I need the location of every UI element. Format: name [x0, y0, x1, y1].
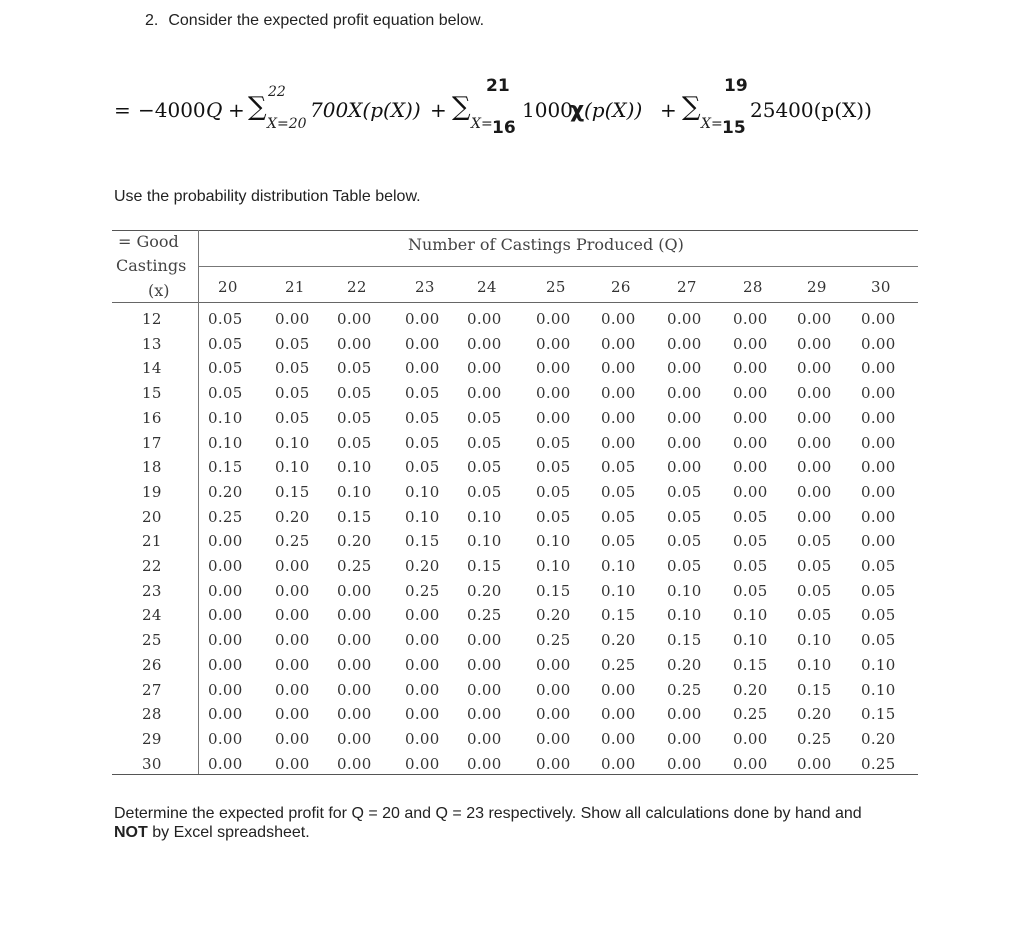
prob-cell: 0.00 [797, 482, 832, 501]
prob-cell: 0.10 [797, 655, 832, 674]
prob-cell: 0.00 [797, 310, 832, 328]
prob-cell: 0.20 [601, 631, 636, 650]
prob-cell: 0.25 [337, 557, 372, 575]
row-label-x-25: 25 [142, 631, 162, 650]
prob-cell: 0.00 [797, 408, 832, 427]
prob-cell: 0.20 [536, 606, 571, 625]
prob-cell: 0.25 [405, 581, 440, 600]
column-header-q-29: 29 [807, 278, 827, 296]
prob-cell: 0.05 [208, 384, 243, 403]
prob-cell: 0.00 [467, 729, 502, 748]
prob-cell: 0.00 [275, 606, 310, 625]
prob-cell: 0.00 [275, 729, 310, 748]
prob-cell: 0.05 [536, 507, 571, 526]
sum2-body-coefficient: 1000 [522, 98, 573, 122]
task-emphasis: NOT [114, 824, 148, 841]
prob-cell: 0.10 [667, 606, 702, 625]
prob-cell: 0.00 [601, 433, 636, 452]
prob-cell: 0.00 [208, 705, 243, 724]
equation-term1-coefficient: −4000 [138, 98, 206, 122]
prob-cell: 0.00 [536, 310, 571, 328]
prob-cell: 0.00 [861, 359, 896, 378]
prob-cell: 0.05 [797, 557, 832, 575]
prob-cell: 0.00 [797, 458, 832, 477]
prob-cell: 0.00 [733, 458, 768, 477]
sum3-body: 25400(p(X)) [750, 98, 872, 122]
prob-cell: 0.15 [405, 532, 440, 551]
prob-cell: 0.05 [405, 408, 440, 427]
equation-plus-3: + [660, 98, 677, 122]
prob-cell: 0.00 [405, 705, 440, 724]
prob-cell: 0.10 [275, 433, 310, 452]
prob-cell: 0.00 [536, 705, 571, 724]
prob-cell: 0.25 [733, 705, 768, 724]
prob-cell: 0.00 [667, 384, 702, 403]
column-header-q-20: 20 [218, 278, 238, 296]
prob-cell: 0.05 [208, 334, 243, 353]
question-number: 2. [145, 12, 159, 29]
prob-cell: 0.00 [733, 433, 768, 452]
prob-cell: 0.05 [275, 334, 310, 353]
prob-cell: 0.20 [208, 482, 243, 501]
prob-cell: 0.05 [601, 482, 636, 501]
equation-term1-variable: Q [206, 98, 223, 122]
prob-cell: 0.00 [536, 384, 571, 403]
row-label-x-29: 29 [142, 729, 162, 748]
prob-cell: 0.15 [275, 482, 310, 501]
column-header-q-21: 21 [285, 278, 305, 296]
prob-cell: 0.10 [208, 433, 243, 452]
row-label-x-19: 19 [142, 482, 162, 501]
table-top-rule [112, 230, 918, 231]
prob-cell: 0.00 [467, 310, 502, 328]
prob-cell: 0.15 [861, 705, 896, 724]
prob-cell: 0.00 [601, 729, 636, 748]
prob-cell: 0.00 [797, 433, 832, 452]
prob-cell: 0.00 [536, 680, 571, 699]
prob-cell: 0.05 [405, 384, 440, 403]
prob-cell: 0.05 [208, 359, 243, 378]
prob-cell: 0.20 [861, 729, 896, 748]
row-label-x-26: 26 [142, 655, 162, 674]
table-group-rule [198, 266, 918, 267]
prob-cell: 0.00 [405, 606, 440, 625]
row-label-x-22: 22 [142, 557, 162, 575]
prob-cell: 0.15 [467, 557, 502, 575]
prob-cell: 0.00 [536, 408, 571, 427]
prob-cell: 0.20 [275, 507, 310, 526]
prob-cell: 0.00 [667, 729, 702, 748]
prob-cell: 0.00 [601, 754, 636, 773]
prob-cell: 0.00 [733, 408, 768, 427]
task-line-1: Determine the expected profit for Q = 20 and Q = 23 respectively. Show all calculations done by hand and [114, 805, 862, 822]
prob-cell: 0.00 [467, 754, 502, 773]
prob-cell: 0.05 [733, 507, 768, 526]
column-group-header: Number of Castings Produced (Q) [408, 235, 684, 254]
sum2-body: (p(X)) [584, 98, 643, 122]
prob-cell: 0.00 [536, 729, 571, 748]
prob-cell: 0.05 [337, 433, 372, 452]
prob-cell: 0.10 [861, 680, 896, 699]
prob-cell: 0.00 [275, 680, 310, 699]
prob-cell: 0.00 [861, 458, 896, 477]
prob-cell: 0.05 [797, 581, 832, 600]
row-label-x-21: 21 [142, 532, 162, 551]
prob-cell: 0.00 [405, 655, 440, 674]
column-header-q-26: 26 [611, 278, 631, 296]
prob-cell: 0.00 [667, 458, 702, 477]
prob-cell: 0.10 [601, 557, 636, 575]
prob-cell: 0.15 [208, 458, 243, 477]
table-bottom-rule [112, 774, 918, 775]
prob-cell: 0.10 [337, 482, 372, 501]
prob-cell: 0.05 [467, 408, 502, 427]
prob-cell: 0.25 [467, 606, 502, 625]
prob-cell: 0.05 [536, 482, 571, 501]
prob-cell: 0.00 [405, 680, 440, 699]
prob-cell: 0.00 [667, 433, 702, 452]
prob-cell: 0.00 [861, 408, 896, 427]
prob-cell: 0.10 [467, 532, 502, 551]
row-header-line-2: Castings [116, 256, 187, 275]
prob-cell: 0.00 [208, 631, 243, 650]
row-header-line-1: = Good [118, 232, 179, 251]
prob-cell: 0.00 [667, 334, 702, 353]
prob-cell: 0.05 [467, 458, 502, 477]
prob-cell: 0.00 [861, 384, 896, 403]
prob-cell: 0.15 [601, 606, 636, 625]
prob-cell: 0.25 [667, 680, 702, 699]
prob-cell: 0.05 [667, 482, 702, 501]
table-header-rule [112, 302, 918, 303]
prob-cell: 0.00 [536, 754, 571, 773]
row-label-x-15: 15 [142, 384, 162, 403]
prob-cell: 0.00 [467, 359, 502, 378]
prob-cell: 0.20 [467, 581, 502, 600]
prob-cell: 0.20 [405, 557, 440, 575]
prob-cell: 0.00 [337, 705, 372, 724]
prob-cell: 0.05 [337, 384, 372, 403]
row-label-x-24: 24 [142, 606, 162, 625]
prob-cell: 0.05 [667, 507, 702, 526]
prob-cell: 0.20 [733, 680, 768, 699]
sum1-body: 700X(p(X)) [310, 98, 421, 122]
prob-cell: 0.10 [337, 458, 372, 477]
prob-cell: 0.00 [733, 384, 768, 403]
prob-cell: 0.00 [405, 310, 440, 328]
prob-cell: 0.00 [536, 359, 571, 378]
question-heading [145, 12, 484, 30]
column-header-q-27: 27 [677, 278, 697, 296]
prob-cell: 0.00 [733, 482, 768, 501]
prob-cell: 0.15 [667, 631, 702, 650]
prob-cell: 0.00 [467, 631, 502, 650]
prob-cell: 0.00 [601, 384, 636, 403]
prob-cell: 0.00 [861, 507, 896, 526]
sum2-lower-limit-handwritten: 16 [492, 118, 516, 138]
prob-cell: 0.05 [275, 384, 310, 403]
row-header-line-3: (x) [148, 281, 170, 300]
prob-cell: 0.00 [275, 754, 310, 773]
prob-cell: 0.00 [337, 729, 372, 748]
prob-cell: 0.00 [601, 680, 636, 699]
prob-cell: 0.00 [667, 359, 702, 378]
task-line-2: by Excel spreadsheet. [147, 824, 310, 841]
question-text: Consider the expected profit equation below. [168, 12, 485, 29]
prob-cell: 0.00 [208, 655, 243, 674]
row-label-x-14: 14 [142, 359, 162, 378]
prob-cell: 0.05 [467, 433, 502, 452]
prob-cell: 0.05 [536, 433, 571, 452]
prob-cell: 0.15 [733, 655, 768, 674]
prob-cell: 0.00 [405, 729, 440, 748]
prob-cell: 0.05 [667, 557, 702, 575]
prob-cell: 0.05 [601, 458, 636, 477]
row-label-x-30: 30 [142, 754, 162, 773]
prob-cell: 0.05 [861, 631, 896, 650]
prob-cell: 0.00 [208, 606, 243, 625]
prob-cell: 0.15 [536, 581, 571, 600]
prob-cell: 0.00 [337, 655, 372, 674]
prob-cell: 0.00 [861, 433, 896, 452]
prob-cell: 0.00 [467, 705, 502, 724]
sum3-lower-limit-handwritten: 15 [722, 118, 746, 138]
prob-cell: 0.00 [733, 729, 768, 748]
prob-cell: 0.20 [797, 705, 832, 724]
equation-plus-2: + [430, 98, 447, 122]
prob-cell: 0.00 [861, 532, 896, 551]
sum3-upper-limit-handwritten: 19 [724, 76, 748, 96]
prob-cell: 0.25 [275, 532, 310, 551]
prob-cell: 0.05 [337, 359, 372, 378]
prob-cell: 0.00 [797, 384, 832, 403]
prob-cell: 0.05 [797, 606, 832, 625]
prob-cell: 0.00 [797, 754, 832, 773]
prob-cell: 0.00 [861, 482, 896, 501]
prob-cell: 0.05 [733, 532, 768, 551]
prob-cell: 0.00 [208, 557, 243, 575]
prob-cell: 0.05 [733, 557, 768, 575]
prob-cell: 0.00 [733, 310, 768, 328]
prob-cell: 0.05 [601, 507, 636, 526]
prob-cell: 0.05 [861, 581, 896, 600]
prob-cell: 0.10 [275, 458, 310, 477]
prob-cell: 0.05 [275, 359, 310, 378]
prob-cell: 0.00 [667, 705, 702, 724]
prob-cell: 0.00 [405, 754, 440, 773]
prob-cell: 0.10 [733, 631, 768, 650]
prob-cell: 0.00 [337, 310, 372, 328]
row-label-x-13: 13 [142, 334, 162, 353]
prob-cell: 0.00 [861, 334, 896, 353]
prob-cell: 0.00 [733, 754, 768, 773]
prob-cell: 0.00 [275, 581, 310, 600]
prob-cell: 0.00 [337, 334, 372, 353]
prob-cell: 0.00 [797, 359, 832, 378]
prob-cell: 0.00 [601, 334, 636, 353]
sum2-body-handwritten-mark: χ [570, 98, 585, 123]
prob-cell: 0.10 [536, 557, 571, 575]
prob-cell: 0.20 [337, 532, 372, 551]
prob-cell: 0.05 [667, 532, 702, 551]
prob-cell: 0.00 [733, 334, 768, 353]
sum3-lower-limit-printed: X= [701, 116, 723, 132]
prob-cell: 0.05 [797, 532, 832, 551]
task-instruction [114, 804, 934, 842]
prob-cell: 0.20 [667, 655, 702, 674]
prob-cell: 0.00 [337, 581, 372, 600]
prob-cell: 0.00 [275, 557, 310, 575]
table-instruction: Use the probability distribution Table below. [114, 188, 421, 205]
row-label-x-23: 23 [142, 581, 162, 600]
row-label-x-17: 17 [142, 433, 162, 452]
sum2-sigma: ∑ [452, 92, 471, 122]
prob-cell: 0.25 [601, 655, 636, 674]
prob-cell: 0.05 [601, 532, 636, 551]
prob-cell: 0.10 [208, 408, 243, 427]
prob-cell: 0.00 [601, 705, 636, 724]
column-header-q-24: 24 [477, 278, 497, 296]
prob-cell: 0.10 [467, 507, 502, 526]
prob-cell: 0.25 [861, 754, 896, 773]
prob-cell: 0.05 [275, 408, 310, 427]
prob-cell: 0.10 [667, 581, 702, 600]
row-label-x-16: 16 [142, 408, 162, 427]
prob-cell: 0.00 [405, 359, 440, 378]
prob-cell: 0.00 [208, 754, 243, 773]
prob-cell: 0.10 [601, 581, 636, 600]
prob-cell: 0.05 [861, 557, 896, 575]
sum2-upper-limit-handwritten: 21 [486, 76, 510, 96]
prob-cell: 0.00 [275, 631, 310, 650]
prob-cell: 0.05 [208, 310, 243, 328]
prob-cell: 0.05 [405, 433, 440, 452]
column-header-q-22: 22 [347, 278, 367, 296]
prob-cell: 0.10 [797, 631, 832, 650]
sum1-sigma: ∑ [248, 92, 267, 122]
prob-cell: 0.15 [337, 507, 372, 526]
prob-cell: 0.00 [536, 334, 571, 353]
prob-cell: 0.00 [861, 310, 896, 328]
table-vertical-rule [198, 230, 199, 774]
row-label-x-12: 12 [142, 310, 162, 328]
prob-cell: 0.00 [275, 655, 310, 674]
column-header-q-25: 25 [546, 278, 566, 296]
profit-equation [114, 78, 914, 148]
prob-cell: 0.05 [405, 458, 440, 477]
prob-cell: 0.05 [337, 408, 372, 427]
sum1-lower-limit: X=20 [267, 116, 307, 132]
prob-cell: 0.00 [405, 631, 440, 650]
prob-cell: 0.00 [733, 359, 768, 378]
column-header-q-28: 28 [743, 278, 763, 296]
prob-cell: 0.10 [733, 606, 768, 625]
prob-cell: 0.00 [467, 680, 502, 699]
prob-cell: 0.00 [667, 408, 702, 427]
prob-cell: 0.00 [601, 408, 636, 427]
row-label-x-18: 18 [142, 458, 162, 477]
prob-cell: 0.00 [337, 754, 372, 773]
prob-cell: 0.00 [208, 581, 243, 600]
prob-cell: 0.25 [536, 631, 571, 650]
prob-cell: 0.00 [208, 729, 243, 748]
prob-cell: 0.25 [208, 507, 243, 526]
prob-cell: 0.00 [467, 384, 502, 403]
prob-cell: 0.00 [467, 334, 502, 353]
prob-cell: 0.00 [275, 705, 310, 724]
prob-cell: 0.15 [797, 680, 832, 699]
column-header-q-30: 30 [871, 278, 891, 296]
prob-cell: 0.00 [797, 334, 832, 353]
prob-cell: 0.25 [797, 729, 832, 748]
prob-cell: 0.00 [275, 310, 310, 328]
prob-cell: 0.00 [337, 631, 372, 650]
prob-cell: 0.10 [405, 482, 440, 501]
prob-cell: 0.00 [337, 680, 372, 699]
prob-cell: 0.10 [536, 532, 571, 551]
row-label-x-20: 20 [142, 507, 162, 526]
prob-cell: 0.05 [467, 482, 502, 501]
prob-cell: 0.05 [536, 458, 571, 477]
equation-equals: = [114, 98, 131, 122]
row-label-x-28: 28 [142, 705, 162, 724]
sum1-upper-limit: 22 [268, 84, 286, 100]
prob-cell: 0.00 [208, 680, 243, 699]
prob-cell: 0.10 [405, 507, 440, 526]
sum3-sigma: ∑ [682, 92, 701, 122]
prob-cell: 0.05 [733, 581, 768, 600]
prob-cell: 0.10 [861, 655, 896, 674]
prob-cell: 0.00 [405, 334, 440, 353]
prob-cell: 0.05 [861, 606, 896, 625]
prob-cell: 0.00 [337, 606, 372, 625]
prob-cell: 0.00 [467, 655, 502, 674]
prob-cell: 0.00 [601, 310, 636, 328]
row-label-x-27: 27 [142, 680, 162, 699]
prob-cell: 0.00 [797, 507, 832, 526]
equation-plus-1: + [228, 98, 245, 122]
prob-cell: 0.00 [208, 532, 243, 551]
sum2-lower-limit-printed: X= [471, 116, 493, 132]
prob-cell: 0.00 [667, 310, 702, 328]
prob-cell: 0.00 [667, 754, 702, 773]
prob-cell: 0.00 [601, 359, 636, 378]
column-header-q-23: 23 [415, 278, 435, 296]
prob-cell: 0.00 [536, 655, 571, 674]
